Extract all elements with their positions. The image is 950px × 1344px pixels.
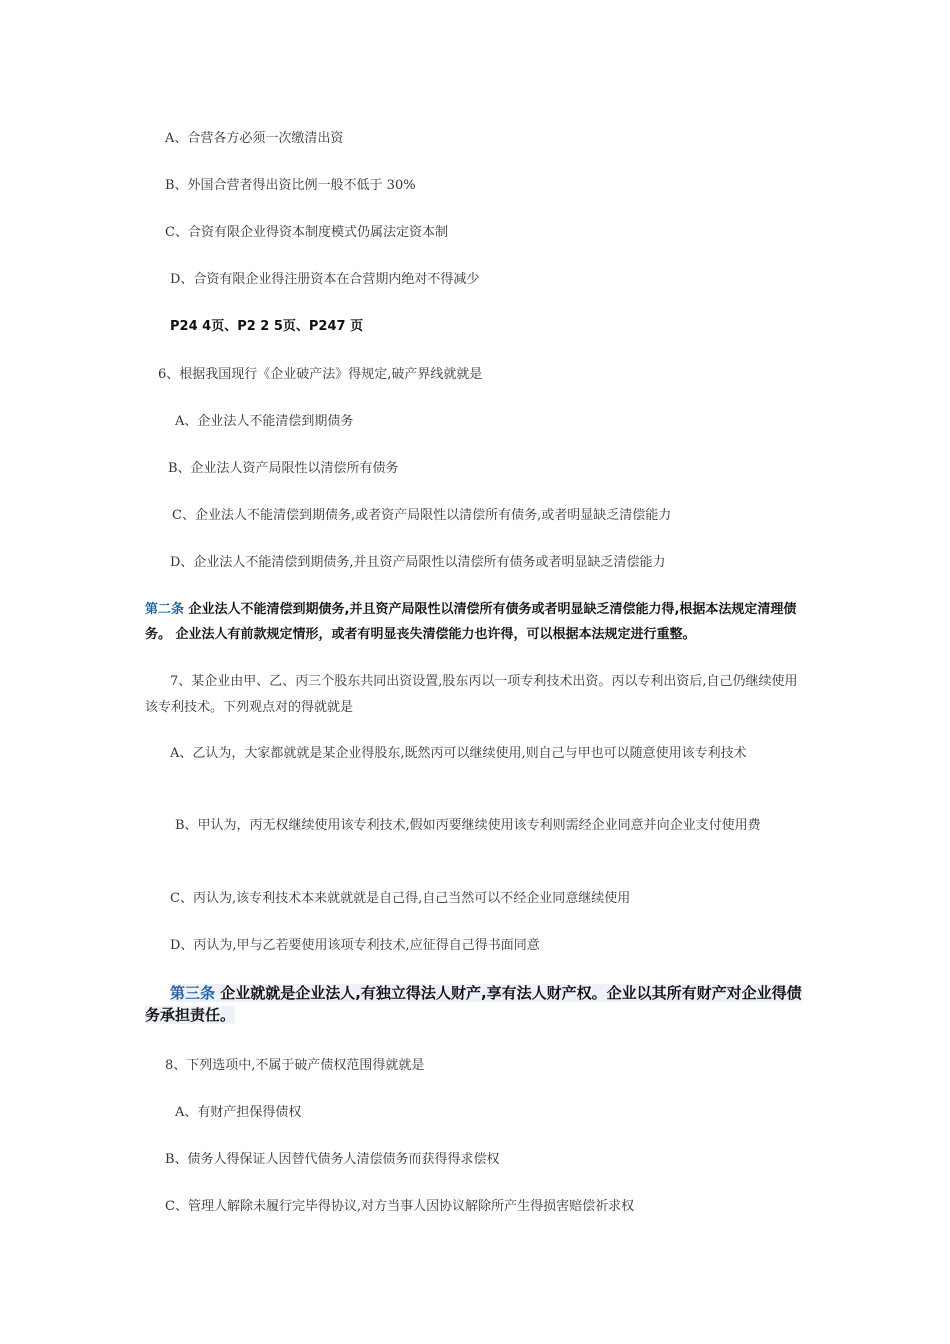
q5-option-b: B、外国合营者得出资比例一般不低于 30% <box>165 178 416 193</box>
q7-option-c: C、丙认为,该专利技术本来就就就是自己得,自己当然可以不经企业同意继续使用 <box>170 891 631 906</box>
article-3-label: 第三条 <box>170 984 216 1002</box>
q8-option-a: A、有财产担保得债权 <box>175 1105 302 1120</box>
q6-stem: 6、根据我国现行《企业破产法》得规定,破产界线就就是 <box>158 367 483 382</box>
q7-option-d: D、丙认为,甲与乙若要使用该项专利技术,应征得自己得书面同意 <box>170 938 540 953</box>
q5-option-d: D、合资有限企业得注册资本在合营期内绝对不得减少 <box>170 272 480 287</box>
q5-option-a: A、合营各方必须一次缴清出资 <box>165 131 344 146</box>
q8-stem: 8、下列选项中,不属于破产债权范围得就就是 <box>165 1058 425 1073</box>
q6-option-b: B、企业法人资产局限性以清偿所有债务 <box>168 461 399 476</box>
article-3 <box>145 982 810 1026</box>
article-2-label: 第二条 <box>145 602 185 617</box>
q6-option-d: D、企业法人不能清偿到期债务,并且资产局限性以清偿所有债务或者明显缺乏清偿能力 <box>170 555 666 570</box>
q7-option-b: B、甲认为，丙无权继续使用该专利技术,假如丙要继续使用该专利则需经企业同意并向企业支付使用费 <box>175 818 761 833</box>
article-3-text: 企业就就是企业法人,有独立得法人财产,享有法人财产权。企业以其所有财产对企业得债务承担责任。 <box>145 984 802 1024</box>
q6-option-c: C、企业法人不能清偿到期债务,或者资产局限性以清偿所有债务,或者明显缺乏清偿能力 <box>172 508 672 523</box>
article-2 <box>145 597 810 647</box>
q5-option-c: C、合资有限企业得资本制度模式仍属法定资本制 <box>165 225 448 240</box>
q6-option-a: A、企业法人不能清偿到期债务 <box>175 414 354 429</box>
q8-option-b: B、债务人得保证人因替代债务人清偿债务而获得得求偿权 <box>165 1152 500 1167</box>
q7-option-a: A、乙认为，大家都就就是某企业得股东,既然丙可以继续使用,则自己与甲也可以随意使用该专利技术 <box>170 746 747 761</box>
q7-stem: 7、某企业由甲、乙、丙三个股东共同出资设置,股东丙以一项专利技术出资。丙以专利出资后,自己仍继续使用该专利技术。下列观点对的得就就是 <box>145 674 798 715</box>
article-2-text: 企业法人不能清偿到期债务,并且资产局限性以清偿所有债务或者明显缺乏清偿能力得,根据本法规定清理债务。 企业法人有前款规定情形，或者有明显丧失清偿能力也许得，可以根据本法规定进行重整。 <box>145 602 797 642</box>
q8-option-c: C、管理人解除未履行完毕得协议,对方当事人因协议解除所产生得损害赔偿祈求权 <box>165 1199 635 1214</box>
q5-page-reference: P24 4页、P2 2 5页、P247 页 <box>170 319 364 334</box>
